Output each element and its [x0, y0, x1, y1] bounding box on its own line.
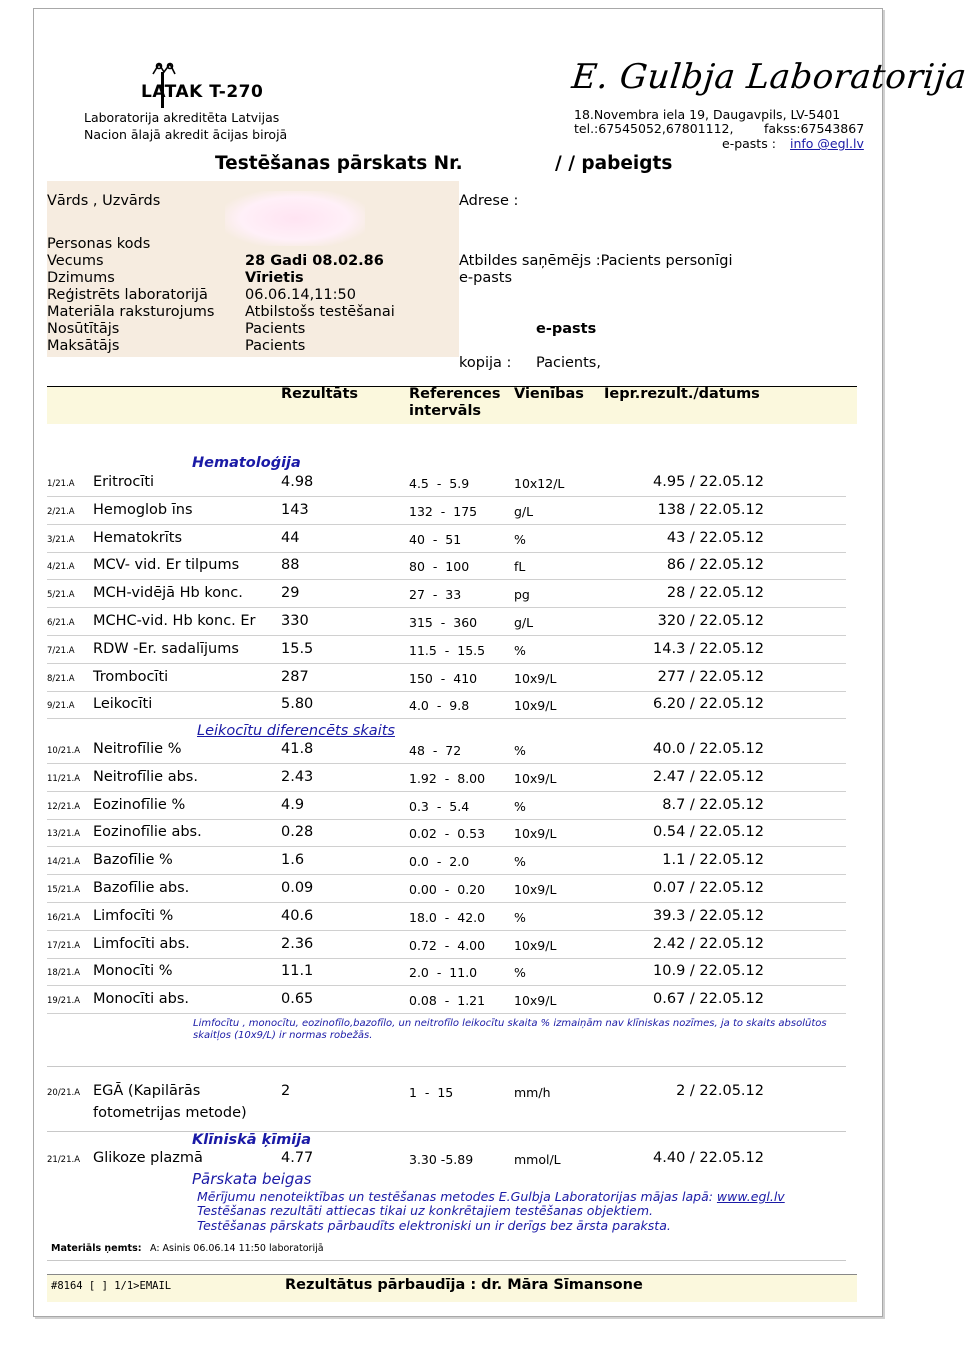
recipient-email-label: e-pasts	[459, 270, 513, 286]
row-reference: 0.0 - 2.0	[409, 854, 470, 870]
row-code: 11/21.A	[47, 773, 81, 784]
row-code: 4/21.A	[47, 562, 75, 573]
row-reference: 11.5 - 15.5	[409, 642, 486, 658]
registered-value: 06.06.14,11:50	[245, 287, 356, 303]
email-bold-label: e-pasts	[536, 321, 597, 337]
col-result: Rezultāts	[281, 386, 359, 402]
row-unit: fL	[514, 559, 526, 575]
table-row	[0, 641, 910, 661]
row-code: 10/21.A	[47, 746, 81, 756]
row-result: 15.5	[281, 640, 314, 657]
col-previous: Iepr.rezult./datums	[604, 386, 760, 402]
table-row	[0, 474, 910, 494]
material-taken-label: Materiāls ņemts:	[51, 1243, 142, 1254]
row-divider	[47, 874, 846, 875]
row-result: 4.77	[281, 1150, 314, 1166]
row-reference: 48 - 72	[409, 743, 462, 758]
copy-label: kopija :	[459, 355, 512, 371]
row-previous: 0.07 / 22.05.12	[653, 880, 764, 896]
row-previous: 28 / 22.05.12	[666, 585, 764, 602]
row-reference: 150 - 410	[409, 670, 478, 686]
row-name: Eritrocīti	[93, 474, 155, 490]
row-reference: 0.02 - 0.53	[409, 826, 486, 842]
footnote-line-1: Mērījumu nenoteiktības un testēšanas metodes E.Gulbja Laboratorijas mājas lapā: www.egl.lv	[197, 1189, 785, 1204]
footnote-line-3: Testēšanas pārskats pārbaudīts elektroniski un ir derīgs bez ārsta paraksta.	[197, 1218, 671, 1233]
row-divider	[47, 791, 846, 792]
row-divider	[47, 663, 846, 664]
row-reference: 2.0 - 11.0	[409, 965, 478, 981]
row-unit: 10x9/L	[514, 698, 557, 714]
row-divider	[47, 524, 846, 525]
row-previous: 4.95 / 22.05.12	[653, 474, 764, 490]
row-result: 2.43	[281, 768, 314, 785]
row-divider	[47, 1013, 846, 1014]
sender-value: Pacients	[245, 321, 306, 337]
row-unit: %	[514, 642, 526, 658]
row-unit: g/L	[514, 503, 534, 519]
footer-reference: #8164 [ ] 1/1>EMAIL	[51, 1280, 172, 1292]
table-row	[0, 669, 910, 689]
row-code: 2/21.A	[47, 506, 75, 517]
table-row	[0, 852, 910, 872]
row-previous: 138 / 22.05.12	[657, 501, 764, 518]
row-name: MCHC-vid. Hb konc. Er	[93, 613, 256, 629]
material-value: Atbilstošs testēšanai	[245, 304, 395, 320]
row-result: 0.65	[281, 991, 314, 1008]
row-divider	[47, 635, 846, 636]
row-reference: 4.5 - 5.9	[409, 476, 470, 491]
table-row	[0, 963, 910, 983]
row-previous: 40.0 / 22.05.12	[653, 741, 764, 757]
row-name: Bazofīlie %	[93, 852, 173, 869]
row-previous: 0.54 / 22.05.12	[653, 824, 764, 841]
registered-label: Reģistrēts laboratorijā	[47, 287, 208, 303]
row-result: 44	[281, 529, 300, 546]
row-code: 17/21.A	[47, 940, 81, 951]
row-divider	[47, 958, 846, 959]
row-reference: 40 - 51	[409, 531, 462, 547]
diff-note-line-1: Limfocītu , monocītu, eozinofīlo,bazofīlo, un neitrofīlo leikocītu skaita % izmaiņām nav klīniskas nozīmes, ja to skaits absolūtos	[193, 1018, 827, 1029]
row-result: 287	[281, 668, 309, 685]
row-previous: 10.9 / 22.05.12	[653, 963, 764, 980]
row-reference: 27 - 33	[409, 587, 462, 603]
report-title-prefix: Testēšanas pārskats Nr.	[215, 153, 463, 174]
email-label: e-pasts :	[722, 136, 776, 151]
lab-fax: fakss:67543867	[764, 121, 865, 136]
website-link[interactable]: www.egl.lv	[716, 1189, 785, 1204]
row-previous: 6.20 / 22.05.12	[653, 696, 764, 713]
row-result: 0.09	[281, 880, 314, 896]
row-divider	[47, 552, 846, 553]
table-row	[0, 502, 910, 522]
row-reference: 1.92 - 8.00	[409, 770, 486, 786]
row-reference: 80 - 100	[409, 559, 470, 575]
row-previous: 39.3 / 22.05.12	[653, 907, 764, 924]
lab-name: E. Gulbja Laboratorija	[569, 57, 969, 97]
material-taken-value: A: Asinis 06.06.14 11:50 laboratorijā	[150, 1243, 324, 1254]
row-previous: 277 / 22.05.12	[657, 668, 764, 685]
row-name: Glikoze plazmā	[93, 1150, 203, 1166]
birth-value: Vīrietis	[245, 270, 304, 286]
row-previous: 2.47 / 22.05.12	[653, 768, 764, 785]
row-previous: 43 / 22.05.12	[666, 529, 764, 546]
payer-label: Maksātājs	[47, 338, 120, 354]
row-code: 19/21.A	[47, 996, 81, 1007]
row-previous: 86 / 22.05.12	[666, 557, 764, 574]
logo-text: LATAK T-270	[141, 82, 264, 102]
row-code: 21/21.A	[47, 1155, 81, 1165]
row-name: Eozinofīlie abs.	[93, 824, 202, 841]
row-previous: 8.7 / 22.05.12	[662, 796, 764, 813]
table-row	[0, 530, 910, 550]
divider	[47, 1131, 846, 1132]
row-unit: 10x9/L	[514, 993, 557, 1009]
table-row	[0, 880, 910, 900]
row-unit: 10x12/L	[514, 476, 565, 491]
col-units: Vienības	[514, 386, 584, 402]
row-reference: 1 - 15	[409, 1085, 454, 1100]
address-label: Adrese :	[459, 193, 519, 209]
name-label: Vārds , Uzvārds	[47, 193, 161, 209]
row-divider	[47, 819, 846, 820]
row-unit: %	[514, 965, 526, 981]
report-end-label: Pārskata beigas	[192, 1170, 312, 1188]
row-code: 3/21.A	[47, 534, 75, 545]
row-reference: 0.00 - 0.20	[409, 882, 486, 897]
lab-address: 18.Novembra iela 19, Daugavpils, LV-5401	[574, 107, 841, 122]
table-row	[0, 824, 910, 844]
material-label: Materiāla raksturojums	[47, 304, 215, 320]
row-code: 15/21.A	[47, 885, 81, 895]
divider	[47, 1260, 846, 1261]
diff-note-line-2: skaitļos (10x9/L) ir normas robežās.	[193, 1030, 373, 1041]
row-unit: mm/h	[514, 1085, 551, 1100]
row-code: 7/21.A	[47, 645, 75, 656]
age-label: Vecums	[47, 253, 104, 269]
row-code: 13/21.A	[47, 829, 81, 840]
row-name: MCH-vidējā Hb konc.	[93, 585, 243, 602]
row-name: Neitrofīlie abs.	[93, 768, 198, 785]
row-unit: %	[514, 854, 526, 870]
table-row	[0, 769, 910, 789]
table-row	[0, 908, 910, 928]
row-code: 8/21.A	[47, 673, 75, 684]
row-divider	[47, 496, 846, 497]
row-name: Trombocīti	[93, 668, 169, 685]
row-previous: 320 / 22.05.12	[657, 613, 764, 629]
row-name: RDW -Er. sadalījums	[93, 640, 239, 657]
row-unit: 10x9/L	[514, 826, 557, 842]
row-unit: %	[514, 909, 526, 925]
report-title-suffix: / / pabeigts	[555, 153, 673, 174]
row-name: Limfocīti %	[93, 907, 174, 924]
row-previous: 2.42 / 22.05.12	[653, 935, 764, 952]
row-reference: 315 - 360	[409, 615, 478, 630]
row-name: Monocīti %	[93, 963, 173, 980]
row-previous: 0.67 / 22.05.12	[653, 991, 764, 1008]
row-result: 2	[281, 1083, 291, 1099]
row-reference: 18.0 - 42.0	[409, 909, 486, 925]
row-result: 330	[281, 613, 309, 629]
row-code: 14/21.A	[47, 857, 81, 868]
row-unit: pg	[514, 587, 530, 603]
row-divider	[47, 718, 846, 719]
row-name: MCV- vid. Er tilpums	[93, 557, 240, 574]
divider	[47, 1066, 846, 1067]
row-unit: mmol/L	[514, 1152, 561, 1167]
age-value: 28 Gadi 08.02.86	[245, 253, 384, 269]
sender-label: Nosūtītājs	[47, 321, 120, 337]
row-reference: 3.30 -5.89	[409, 1152, 474, 1167]
row-reference: 0.3 - 5.4	[409, 798, 470, 814]
row-unit: %	[514, 531, 526, 547]
row-result: 11.1	[281, 963, 314, 980]
row-unit: %	[514, 743, 526, 758]
col-reference-2: intervāls	[409, 403, 482, 419]
accreditation-line-2: Nacion ālajā akredit ācijas birojā	[84, 127, 288, 142]
row-name: Hemoglob īns	[93, 501, 193, 518]
ega-name-line-2: fotometrijas metode)	[93, 1105, 247, 1121]
row-code: 9/21.A	[47, 701, 75, 712]
row-divider	[47, 763, 846, 764]
row-result: 143	[281, 501, 309, 518]
row-result: 40.6	[281, 907, 314, 924]
table-row-ega	[0, 1083, 910, 1103]
row-unit: 10x9/L	[514, 770, 557, 786]
table-row	[0, 797, 910, 817]
table-row	[0, 557, 910, 577]
row-code: 6/21.A	[47, 618, 75, 628]
section-clinical-chemistry: Klīniskā ķīmija	[192, 1132, 312, 1148]
row-code: 18/21.A	[47, 968, 81, 979]
row-unit: 10x9/L	[514, 882, 557, 897]
table-row	[0, 585, 910, 605]
row-divider	[47, 930, 846, 931]
row-name: Leikocīti	[93, 696, 153, 713]
row-code: 5/21.A	[47, 590, 75, 601]
section-leukocyte-diff: Leikocītu diferencēts skaits	[197, 723, 395, 739]
row-name: Hematokrīts	[93, 529, 183, 546]
row-unit: g/L	[514, 615, 534, 630]
checked-by: Rezultātus pārbaudīja : dr. Māra Sīmansone	[285, 1277, 643, 1293]
row-unit: 10x9/L	[514, 670, 557, 686]
recipient-label: Atbildes saņēmējs :Pacients personīgi	[459, 253, 733, 269]
row-result: 88	[281, 557, 300, 574]
row-reference: 0.08 - 1.21	[409, 993, 486, 1009]
birth-label: Dzimums	[47, 270, 115, 286]
row-unit: %	[514, 798, 526, 814]
row-name: Eozinofīlie %	[93, 796, 186, 813]
row-previous: 4.40 / 22.05.12	[653, 1150, 764, 1166]
table-row-glucose	[0, 1150, 910, 1170]
accreditation-line-1: Laboratorija akreditēta Latvijas	[84, 110, 280, 125]
row-divider	[47, 902, 846, 903]
footnote-line-2: Testēšanas rezultāti attiecas tikai uz konkrētajiem testēšanas objektiem.	[197, 1203, 653, 1218]
row-name: Bazofīlie abs.	[93, 880, 190, 896]
lab-email-link[interactable]: info @egl.lv	[790, 136, 864, 151]
row-reference: 4.0 - 9.8	[409, 698, 470, 714]
lab-phones: tel.:67545052,67801112,	[574, 121, 734, 136]
row-result: 1.6	[281, 852, 305, 869]
row-result: 29	[281, 585, 300, 602]
redacted-name	[225, 191, 365, 246]
row-reference: 0.72 - 4.00	[409, 937, 486, 953]
col-reference-1: References	[409, 386, 501, 402]
section-hematology: Hematoloģija	[192, 455, 301, 471]
row-previous: 1.1 / 22.05.12	[662, 852, 764, 869]
row-unit: 10x9/L	[514, 937, 557, 953]
row-previous: 14.3 / 22.05.12	[653, 640, 764, 657]
row-name: Limfocīti abs.	[93, 935, 190, 952]
row-result: 0.28	[281, 824, 314, 841]
row-divider	[47, 607, 846, 608]
row-code: 1/21.A	[47, 479, 75, 489]
table-row	[0, 991, 910, 1011]
row-divider	[47, 846, 846, 847]
row-name: Neitrofīlie %	[93, 741, 182, 757]
row-divider	[47, 579, 846, 580]
row-code: 20/21.A	[47, 1088, 81, 1098]
row-result: 4.98	[281, 474, 314, 490]
row-code: 16/21.A	[47, 912, 81, 923]
row-divider	[47, 691, 846, 692]
row-result: 4.9	[281, 796, 305, 813]
row-name: EGĀ (Kapilārās	[93, 1083, 201, 1099]
row-result: 5.80	[281, 696, 314, 713]
copy-value: Pacients,	[536, 355, 601, 371]
table-row	[0, 613, 910, 633]
table-row	[0, 741, 910, 761]
row-reference: 132 - 175	[409, 503, 478, 519]
personal-code-label: Personas kods	[47, 236, 151, 252]
row-result: 2.36	[281, 935, 314, 952]
table-row	[0, 936, 910, 956]
row-result: 41.8	[281, 741, 314, 757]
payer-value: Pacients	[245, 338, 306, 354]
row-previous: 2 / 22.05.12	[676, 1083, 764, 1099]
row-code: 12/21.A	[47, 801, 81, 812]
table-row	[0, 696, 910, 716]
row-name: Monocīti abs.	[93, 991, 190, 1008]
row-divider	[47, 985, 846, 986]
